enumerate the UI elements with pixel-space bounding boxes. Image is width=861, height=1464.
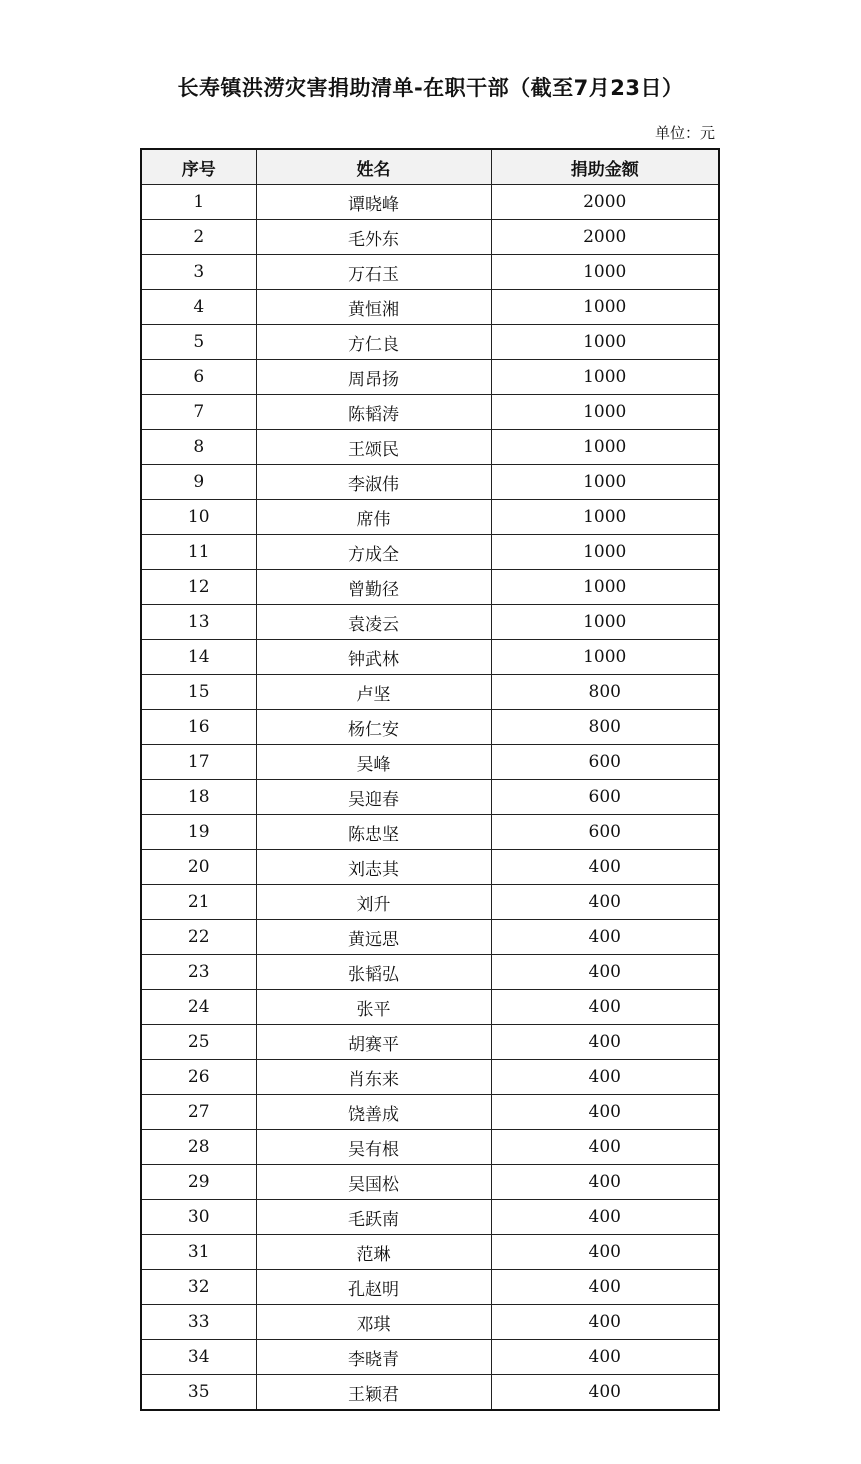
donation-table [140, 148, 720, 1411]
table-row [141, 220, 719, 255]
table-row [141, 920, 719, 955]
donor-name: 张韬弘 [256, 955, 491, 990]
table-row [141, 395, 719, 430]
donation-amount: 2000 [491, 185, 719, 220]
table-row [141, 1060, 719, 1095]
table-row [141, 850, 719, 885]
donor-name: 杨仁安 [256, 710, 491, 745]
table-row [141, 955, 719, 990]
table-row [141, 1130, 719, 1165]
donation-amount: 400 [491, 1235, 719, 1270]
row-number: 17 [141, 745, 256, 780]
row-number: 20 [141, 850, 256, 885]
row-number: 9 [141, 465, 256, 500]
row-number: 27 [141, 1095, 256, 1130]
row-number: 32 [141, 1270, 256, 1305]
donor-name: 席伟 [256, 500, 491, 535]
row-number: 7 [141, 395, 256, 430]
row-number: 24 [141, 990, 256, 1025]
donation-amount: 400 [491, 990, 719, 1025]
donation-amount: 1000 [491, 290, 719, 325]
row-number: 26 [141, 1060, 256, 1095]
donor-name: 吴有根 [256, 1130, 491, 1165]
row-number: 2 [141, 220, 256, 255]
donor-name: 胡赛平 [256, 1025, 491, 1060]
donor-name: 吴峰 [256, 745, 491, 780]
donor-name: 陈忠坚 [256, 815, 491, 850]
donation-amount: 400 [491, 955, 719, 990]
row-number: 28 [141, 1130, 256, 1165]
donation-amount: 400 [491, 1375, 719, 1411]
row-number: 34 [141, 1340, 256, 1375]
table-row [141, 710, 719, 745]
row-number: 35 [141, 1375, 256, 1411]
donation-amount: 800 [491, 710, 719, 745]
row-number: 23 [141, 955, 256, 990]
table-row [141, 360, 719, 395]
row-number: 6 [141, 360, 256, 395]
donor-name: 刘升 [256, 885, 491, 920]
donation-amount: 1000 [491, 500, 719, 535]
row-number: 30 [141, 1200, 256, 1235]
donation-amount: 1000 [491, 605, 719, 640]
donation-amount: 400 [491, 920, 719, 955]
donation-amount: 400 [491, 1165, 719, 1200]
donation-amount: 400 [491, 850, 719, 885]
donor-name: 邓琪 [256, 1305, 491, 1340]
donor-name: 刘志其 [256, 850, 491, 885]
donation-amount: 1000 [491, 430, 719, 465]
row-number: 19 [141, 815, 256, 850]
donor-name: 黄远思 [256, 920, 491, 955]
row-number: 1 [141, 185, 256, 220]
donor-name: 袁凌云 [256, 605, 491, 640]
table-row [141, 990, 719, 1025]
page-title: 长寿镇洪涝灾害捐助清单-在职干部（截至7月23日） [177, 76, 684, 100]
donor-name: 吴迎春 [256, 780, 491, 815]
donation-amount: 400 [491, 1095, 719, 1130]
row-number: 4 [141, 290, 256, 325]
table-row [141, 675, 719, 710]
donor-name: 毛外东 [256, 220, 491, 255]
table-row [141, 185, 719, 220]
table-row [141, 1200, 719, 1235]
table-row [141, 430, 719, 465]
donor-name: 黄恒湘 [256, 290, 491, 325]
table-row [141, 815, 719, 850]
table-row [141, 745, 719, 780]
table-row [141, 1340, 719, 1375]
table-body [141, 185, 719, 1411]
row-number: 16 [141, 710, 256, 745]
donation-amount: 400 [491, 1200, 719, 1235]
donation-amount: 1000 [491, 395, 719, 430]
unit-note: 单位：元 [654, 124, 715, 142]
header-name: 姓名 [256, 149, 491, 185]
table-row [141, 780, 719, 815]
table-row [141, 1235, 719, 1270]
row-number: 10 [141, 500, 256, 535]
table-row [141, 1375, 719, 1411]
donor-name: 曾勤径 [256, 570, 491, 605]
donation-amount: 400 [491, 1025, 719, 1060]
donation-amount: 600 [491, 815, 719, 850]
table-header-row [141, 149, 719, 185]
donation-amount: 1000 [491, 535, 719, 570]
donation-amount: 600 [491, 745, 719, 780]
table-row [141, 605, 719, 640]
table-row [141, 500, 719, 535]
row-number: 15 [141, 675, 256, 710]
donor-name: 陈韬涛 [256, 395, 491, 430]
row-number: 33 [141, 1305, 256, 1340]
table-row [141, 1165, 719, 1200]
donation-amount: 600 [491, 780, 719, 815]
header-no: 序号 [141, 149, 256, 185]
donor-name: 周昂扬 [256, 360, 491, 395]
table-row [141, 290, 719, 325]
row-number: 25 [141, 1025, 256, 1060]
donation-amount: 800 [491, 675, 719, 710]
donation-amount: 2000 [491, 220, 719, 255]
table-row [141, 1025, 719, 1060]
donation-amount: 1000 [491, 255, 719, 290]
table-row [141, 1305, 719, 1340]
donor-name: 张平 [256, 990, 491, 1025]
table-row [141, 465, 719, 500]
donor-name: 王颖君 [256, 1375, 491, 1411]
row-number: 8 [141, 430, 256, 465]
donor-name: 吴国松 [256, 1165, 491, 1200]
donation-amount: 400 [491, 1270, 719, 1305]
row-number: 21 [141, 885, 256, 920]
row-number: 14 [141, 640, 256, 675]
row-number: 18 [141, 780, 256, 815]
donation-amount: 400 [491, 1340, 719, 1375]
row-number: 3 [141, 255, 256, 290]
donor-name: 肖东来 [256, 1060, 491, 1095]
table-row [141, 1095, 719, 1130]
table-row [141, 570, 719, 605]
donation-amount: 400 [491, 885, 719, 920]
donor-name: 万石玉 [256, 255, 491, 290]
table-row [141, 255, 719, 290]
row-number: 29 [141, 1165, 256, 1200]
donation-amount: 1000 [491, 465, 719, 500]
row-number: 13 [141, 605, 256, 640]
donor-name: 钟武林 [256, 640, 491, 675]
donation-amount: 1000 [491, 570, 719, 605]
table-row [141, 1270, 719, 1305]
donor-name: 李淑伟 [256, 465, 491, 500]
donor-name: 毛跃南 [256, 1200, 491, 1235]
donation-amount: 1000 [491, 640, 719, 675]
donation-amount: 1000 [491, 360, 719, 395]
row-number: 5 [141, 325, 256, 360]
table-row [141, 325, 719, 360]
donation-amount: 400 [491, 1305, 719, 1340]
donor-name: 方仁良 [256, 325, 491, 360]
donation-amount: 400 [491, 1060, 719, 1095]
table-row [141, 885, 719, 920]
table-row [141, 535, 719, 570]
row-number: 12 [141, 570, 256, 605]
donor-name: 王颂民 [256, 430, 491, 465]
donor-name: 饶善成 [256, 1095, 491, 1130]
row-number: 22 [141, 920, 256, 955]
donor-name: 孔赵明 [256, 1270, 491, 1305]
table-row [141, 640, 719, 675]
donor-name: 谭晓峰 [256, 185, 491, 220]
donation-amount: 400 [491, 1130, 719, 1165]
header-amount: 捐助金额 [491, 149, 719, 185]
donation-amount: 1000 [491, 325, 719, 360]
donor-name: 卢坚 [256, 675, 491, 710]
donor-name: 方成全 [256, 535, 491, 570]
donor-name: 李晓青 [256, 1340, 491, 1375]
row-number: 31 [141, 1235, 256, 1270]
row-number: 11 [141, 535, 256, 570]
donor-name: 范琳 [256, 1235, 491, 1270]
